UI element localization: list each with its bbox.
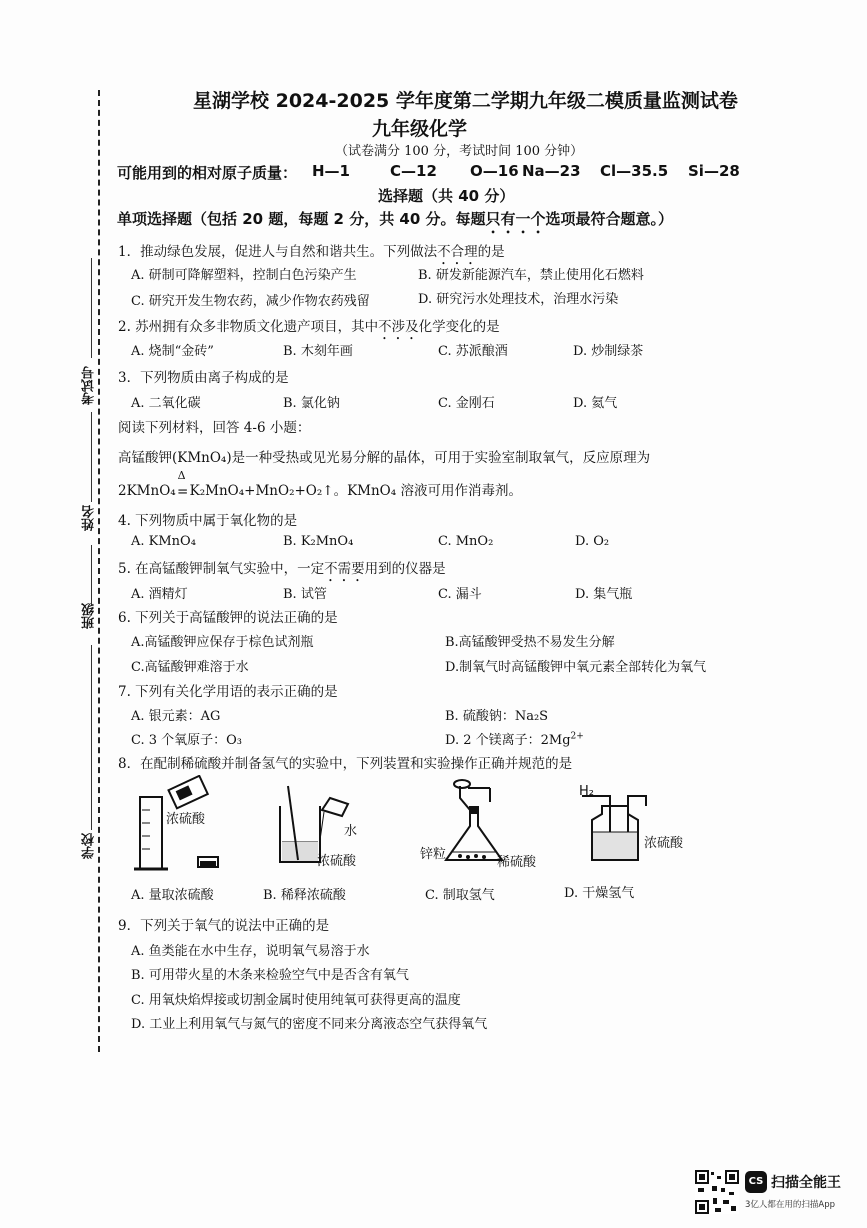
diagram-c-label-dilute: 稀硫酸	[497, 855, 537, 870]
atomic-mass-cl: Cl—35.5	[600, 162, 669, 180]
q4-stem: 4. 下列物质中属于氧化物的是	[118, 513, 298, 529]
atomic-mass-c: C—12	[390, 162, 437, 180]
q2-option-c: C. 苏派酿酒	[438, 344, 508, 359]
instructions: 单项选择题（包括 20 题，每题 2 分，共 40 分。每题只有一个选项最符合题意。）	[117, 210, 674, 228]
q9-option-c: C. 用氧炔焰焊接或切割金属时使用纯氧可获得更高的温度	[131, 993, 461, 1008]
q3-stem: 3．下列物质由离子构成的是	[118, 370, 289, 386]
q6-option-a: A.高锰酸钾应保存于棕色试剂瓶	[131, 635, 314, 650]
diagram-a-label-conc: 浓硫酸	[166, 812, 206, 827]
q1-option-a: A. 研制可降解塑料，控制白色污染产生	[131, 268, 357, 283]
q7-option-a: A. 银元素：AG	[131, 709, 221, 724]
diagram-d-label-h2: H₂	[579, 784, 594, 799]
qr-code-icon	[695, 1170, 739, 1214]
class-line	[91, 545, 92, 605]
q6-option-d: D.制氧气时高锰酸钾中氧元素全部转化为氧气	[445, 660, 707, 675]
q4-option-c: C. MnO₂	[438, 534, 494, 549]
q9-option-b: B. 可用带火星的木条来检验空气中是否含有氧气	[131, 968, 409, 983]
q5-option-c: C. 漏斗	[438, 587, 482, 602]
q7-option-d: D. 2 个镁离子：$2Mg^{2+}$	[445, 731, 584, 748]
q5-stem: 5. 在高锰酸钾制氧气实验中，一定不需要用到的仪器是	[118, 561, 446, 577]
q9-option-a: A. 鱼类能在水中生存，说明氧气易溶于水	[131, 944, 370, 959]
q6-stem: 6. 下列关于高锰酸钾的说法正确的是	[118, 610, 338, 626]
atomic-mass-o: O—16	[470, 162, 519, 180]
q6-option-c: C.高锰酸钾难溶于水	[131, 660, 249, 675]
atomic-mass-na: Na—23	[522, 162, 581, 180]
q2-option-b: B. 木刻年画	[283, 344, 353, 359]
q3-option-a: A. 二氧化碳	[131, 396, 201, 411]
diagram-c-label-zinc: 锌粒	[420, 847, 447, 862]
q6-option-b: B.高锰酸钾受热不易发生分解	[445, 635, 615, 650]
q1-stem: 1．推动绿色发展，促进人与自然和谐共生。下列做法不合理的是	[118, 244, 505, 260]
name-line	[91, 412, 92, 502]
q4-option-b: B. K₂MnO₄	[283, 534, 354, 549]
name-label: 姓名	[82, 505, 97, 531]
class-label: 班级	[82, 603, 97, 629]
atomic-mass-h: H—1	[312, 162, 350, 180]
binding-dashed-line	[98, 90, 100, 1052]
q7-option-b: B. 硫酸钠：Na₂S	[445, 709, 549, 724]
q8-option-a: A. 量取浓硫酸	[131, 888, 214, 903]
delta-symbol: Δ	[177, 469, 186, 482]
school-line	[91, 645, 92, 830]
q5-option-d: D. 集气瓶	[575, 587, 633, 602]
section-title: 选择题（共 40 分）	[378, 187, 515, 205]
atomic-mass-label: 可能用到的相对原子质量：	[117, 164, 298, 182]
q9-stem: 9．下列关于氧气的说法中正确的是	[118, 918, 330, 934]
material-intro: 阅读下列材料，回答 4-6 小题：	[118, 420, 311, 436]
q2-stem: 2. 苏州拥有众多非物质文化遗产项目，其中不涉及化学变化的是	[118, 319, 500, 335]
q7-option-c: C. 3 个氧原子：O₃	[131, 733, 243, 748]
exam-subtitle: 九年级化学	[372, 118, 468, 140]
q4-option-a: A. KMnO₄	[131, 534, 196, 549]
diagram-b-label-conc: 浓硫酸	[317, 854, 357, 869]
q4-option-d: D. O₂	[575, 534, 610, 549]
material-line1: 高锰酸钾(KMnO₄)是一种受热或见光易分解的晶体，可用于实验室制取氧气，反应原理为	[118, 450, 651, 466]
material-equation: 2KMnO₄ Δ =K₂MnO₄+MnO₂+O₂↑。KMnO₄ 溶液可用作消毒剂。	[118, 469, 522, 500]
q3-option-d: D. 氦气	[573, 396, 618, 411]
q9-option-d: D. 工业上利用氧气与氮气的密度不同来分离液态空气获得氧气	[131, 1017, 488, 1032]
q8-stem: 8．在配制稀硫酸并制备氢气的实验中，下列装置和实验操作正确并规范的是	[118, 756, 573, 772]
q2-option-d: D. 炒制绿茶	[573, 344, 644, 359]
exam-no-line	[91, 258, 92, 358]
q8-option-c: C. 制取氢气	[425, 888, 495, 903]
exam-title: 星湖学校 2024-2025 学年度第二学期九年级二模质量监测试卷	[193, 90, 738, 112]
q1-option-c: C. 研究开发生物农药，减少作物农药残留	[131, 294, 370, 309]
q5-option-a: A. 酒精灯	[131, 587, 188, 602]
diagram-d-label-conc: 浓硫酸	[644, 836, 684, 851]
q1-option-b: B. 研发新能源汽车，禁止使用化石燃料	[418, 268, 644, 283]
exam-no-label: 考试号	[82, 366, 97, 405]
q7-stem: 7. 下列有关化学用语的表示正确的是	[118, 684, 338, 700]
q5-option-b: B. 试管	[283, 587, 327, 602]
q8-option-d: D. 干燥氢气	[564, 886, 635, 901]
school-label: 学校	[82, 833, 97, 859]
scanner-tagline: 3亿人都在用的扫描App	[745, 1200, 836, 1210]
scanner-logo-icon: CS	[745, 1171, 767, 1193]
q1-option-d: D. 研究污水处理技术，治理水污染	[418, 292, 619, 307]
q3-option-c: C. 金刚石	[438, 396, 495, 411]
diagram-b-label-water: 水	[344, 824, 358, 839]
q3-option-b: B. 氯化钠	[283, 396, 340, 411]
atomic-mass-si: Si—28	[688, 162, 740, 180]
q2-option-a: A. 烧制“金砖”	[131, 344, 214, 359]
exam-info: （试卷满分 100 分，考试时间 100 分钟）	[335, 144, 584, 159]
q8-option-b: B. 稀释浓硫酸	[263, 888, 346, 903]
scanner-brand: 扫描全能王	[771, 1175, 841, 1191]
